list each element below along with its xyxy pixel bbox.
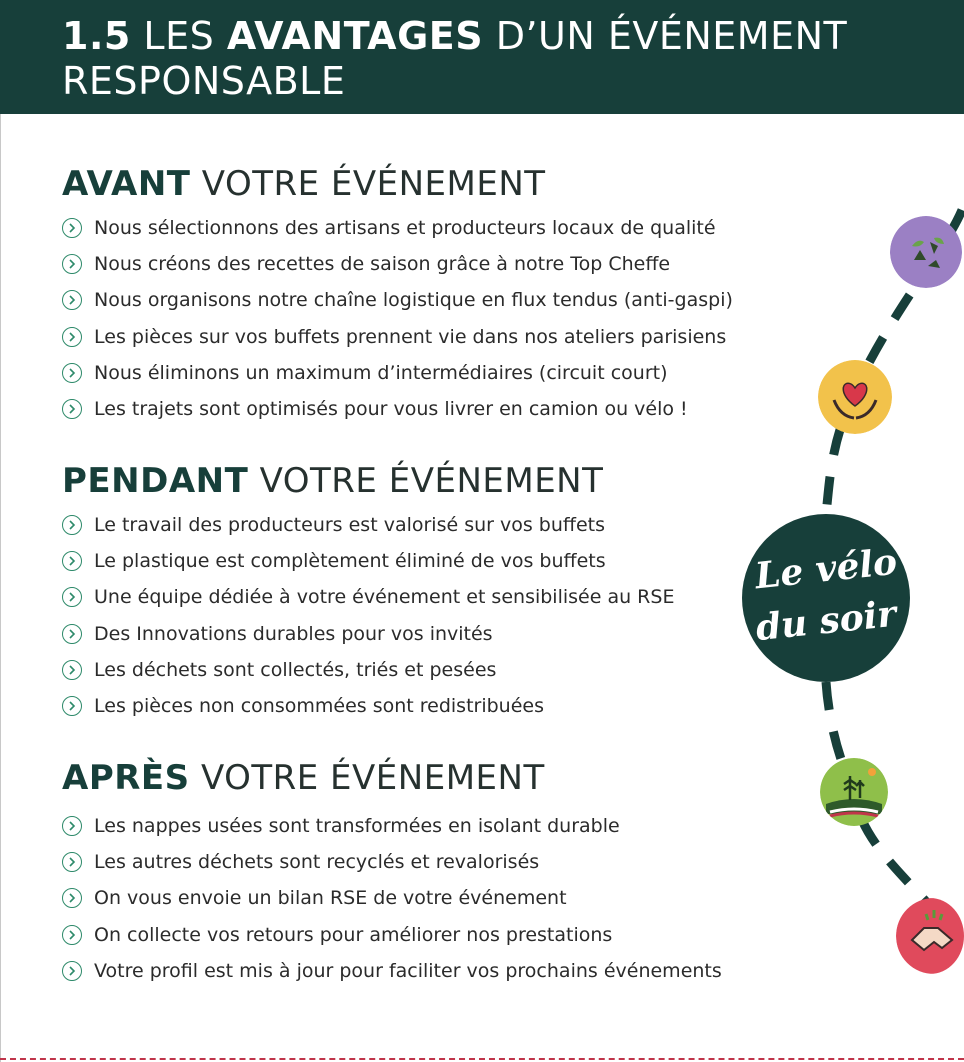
list-item-text: Les pièces non consommées sont redistribuées — [94, 695, 544, 718]
list-item — [62, 880, 722, 916]
list-item-text: Les trajets sont optimisés pour vous livrer en camion ou vélo ! — [94, 398, 688, 421]
list-item-text: Le travail des producteurs est valorisé sur vos buffets — [94, 514, 606, 537]
list-item — [62, 282, 733, 318]
chevron-right-circle-icon — [62, 961, 82, 981]
list-item-text: Nous créons des recettes de saison grâce à notre Top Cheffe — [94, 253, 671, 276]
list-item — [62, 808, 722, 844]
list-item-text: Des Innovations durables pour vos invités — [94, 622, 493, 645]
list-apres — [62, 808, 722, 989]
plant-field-icon — [820, 758, 888, 826]
list-item-text: Les autres déchets sont recyclés et revalorisés — [94, 851, 540, 874]
list-item-text: Votre profil est mis à jour pour faciliter vos prochains événements — [94, 959, 722, 982]
chevron-right-circle-icon — [62, 363, 82, 383]
list-item — [62, 652, 674, 688]
hands-heart-icon — [818, 360, 892, 434]
logo-line-1: Le vélo — [753, 540, 899, 598]
chevron-right-circle-icon — [62, 399, 82, 419]
list-item-text: Les pièces sur vos buffets prennent vie dans nos ateliers parisiens — [94, 325, 727, 348]
brand-logo — [742, 514, 910, 682]
handshake-icon — [896, 898, 964, 974]
chevron-right-circle-icon — [62, 660, 82, 680]
page-header — [0, 0, 964, 114]
list-item — [62, 917, 722, 953]
chevron-right-circle-icon — [62, 852, 82, 872]
section-title-pendant — [62, 461, 603, 501]
chevron-right-circle-icon — [62, 515, 82, 535]
list-item — [62, 210, 733, 246]
section-title-bold: APRÈS — [62, 758, 190, 798]
list-item — [62, 688, 674, 724]
list-item — [62, 507, 674, 543]
page-title — [62, 14, 882, 104]
list-item — [62, 953, 722, 989]
chevron-right-circle-icon — [62, 816, 82, 836]
title-bold: AVANTAGES — [226, 14, 484, 58]
dashed-divider — [0, 1058, 964, 1060]
chevron-right-circle-icon — [62, 587, 82, 607]
section-title-bold: AVANT — [62, 164, 191, 204]
list-item-text: Les nappes usées sont transformées en isolant durable — [94, 815, 620, 838]
list-item — [62, 543, 674, 579]
chevron-right-circle-icon — [62, 925, 82, 945]
list-item — [62, 355, 733, 391]
section-title-rest: VOTRE ÉVÉNEMENT — [201, 164, 546, 204]
chevron-right-circle-icon — [62, 624, 82, 644]
list-avant — [62, 210, 733, 427]
chevron-right-circle-icon — [62, 290, 82, 310]
list-item-text: Nous éliminons un maximum d’intermédiaires (circuit court) — [94, 361, 668, 384]
list-item — [62, 579, 674, 615]
chevron-right-circle-icon — [62, 254, 82, 274]
list-item-text: Les déchets sont collectés, triés et pesées — [94, 658, 497, 681]
list-item-text: Une équipe dédiée à votre événement et sensibilisée au RSE — [94, 586, 675, 609]
chevron-right-circle-icon — [62, 551, 82, 571]
section-title-apres — [62, 758, 545, 798]
list-item — [62, 246, 733, 282]
list-item — [62, 616, 674, 652]
list-item — [62, 319, 733, 355]
list-item — [62, 844, 722, 880]
chevron-right-circle-icon — [62, 218, 82, 238]
chevron-right-circle-icon — [62, 888, 82, 908]
list-item-text: On collecte vos retours pour améliorer nos prestations — [94, 923, 613, 946]
chevron-right-circle-icon — [62, 327, 82, 347]
title-suffix: D’UN ÉVÉNEMENT RESPONSABLE — [62, 14, 848, 103]
list-item — [62, 391, 733, 427]
title-prefix: LES — [143, 14, 215, 58]
list-item-text: Nous sélectionnons des artisans et producteurs locaux de qualité — [94, 217, 716, 240]
chevron-right-circle-icon — [62, 696, 82, 716]
section-number: 1.5 — [62, 14, 131, 58]
section-title-rest: VOTRE ÉVÉNEMENT — [200, 758, 545, 798]
list-item-text: Le plastique est complètement éliminé de vos buffets — [94, 550, 606, 573]
logo-line-2: du soir — [753, 592, 899, 650]
list-item-text: On vous envoie un bilan RSE de votre événement — [94, 887, 567, 910]
recycle-leaves-icon — [890, 216, 962, 288]
section-title-bold: PENDANT — [62, 461, 249, 501]
list-pendant — [62, 507, 674, 724]
list-item-text: Nous organisons notre chaîne logistique en flux tendus (anti-gaspi) — [94, 289, 733, 312]
section-title-avant — [62, 164, 546, 204]
section-title-rest: VOTRE ÉVÉNEMENT — [259, 461, 604, 501]
